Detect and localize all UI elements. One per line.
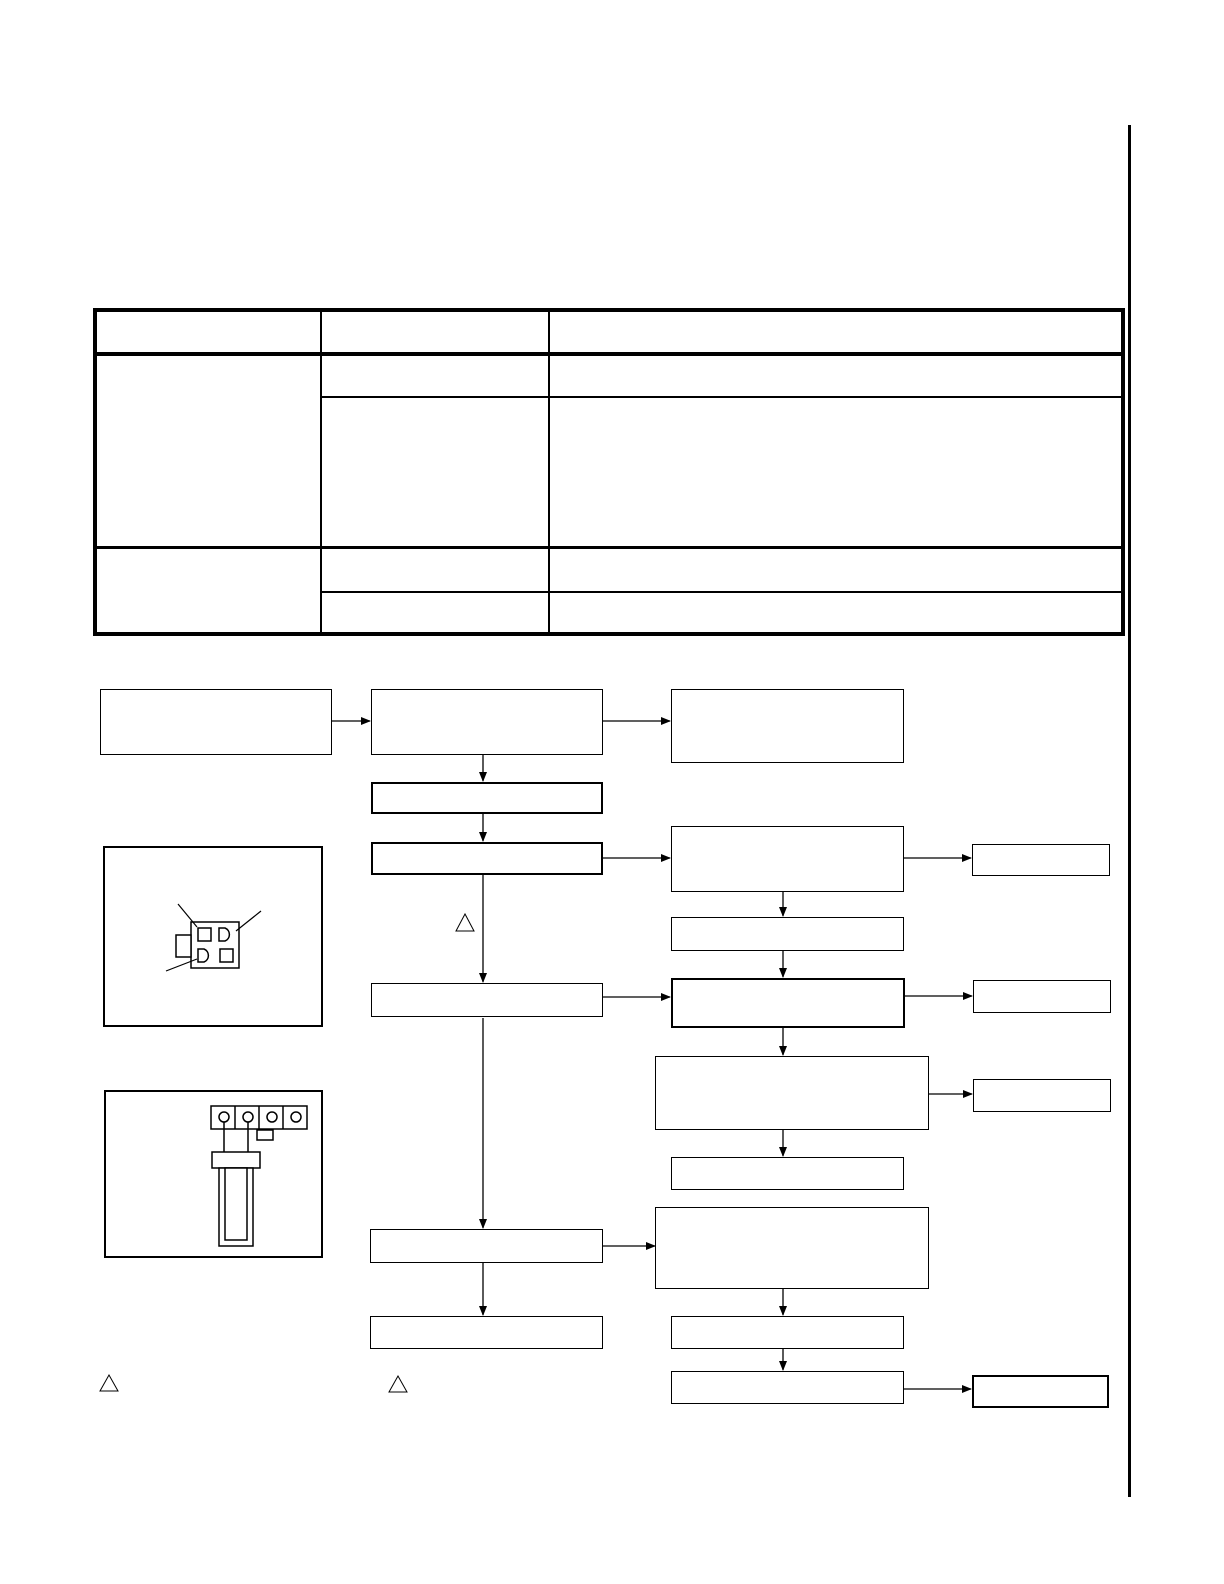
- flow-step-box: [671, 917, 904, 951]
- flow-step-box: [371, 842, 603, 875]
- connector-figure: [103, 846, 323, 1027]
- flow-step-box: [371, 983, 603, 1017]
- sensor-head: [212, 1152, 260, 1168]
- terminal-screw: [291, 1112, 301, 1122]
- flow-step-box: [671, 978, 905, 1028]
- warning-icon: [100, 1375, 118, 1391]
- flow-step-box: [972, 844, 1110, 876]
- sensor-probe-inner: [225, 1168, 247, 1240]
- connector-pin: [219, 928, 229, 941]
- sensor-diagram: [106, 1092, 321, 1256]
- flow-step-box: [655, 1207, 929, 1289]
- flow-step-box: [973, 1079, 1111, 1112]
- flow-step-box: [371, 689, 603, 755]
- flow-step-box: [370, 1229, 603, 1263]
- sensor-figure: [104, 1090, 323, 1258]
- connector-latch: [176, 935, 191, 957]
- flow-step-box: [671, 1371, 904, 1404]
- flow-step-box: [100, 689, 332, 755]
- terminal-tab: [257, 1130, 273, 1140]
- flow-step-box: [370, 1316, 603, 1349]
- pointer-line: [178, 904, 197, 927]
- flow-step-box: [671, 1316, 904, 1349]
- connector-pin: [198, 949, 208, 962]
- terminal-screw: [243, 1112, 253, 1122]
- connector-diagram: [105, 848, 321, 1025]
- flow-step-box: [655, 1056, 929, 1130]
- terminal-screw: [219, 1112, 229, 1122]
- connector-pin: [198, 928, 211, 941]
- flow-step-box: [371, 782, 603, 814]
- pointer-line: [236, 911, 261, 931]
- flow-step-box: [973, 980, 1111, 1013]
- flow-step-box: [671, 689, 904, 763]
- flow-step-box: [671, 826, 904, 892]
- warning-icon: [389, 1376, 407, 1392]
- flow-step-box: [671, 1157, 904, 1190]
- connector-pin: [220, 949, 233, 962]
- flow-step-box: [972, 1375, 1109, 1408]
- terminal-screw: [267, 1112, 277, 1122]
- warning-icon: [456, 914, 474, 931]
